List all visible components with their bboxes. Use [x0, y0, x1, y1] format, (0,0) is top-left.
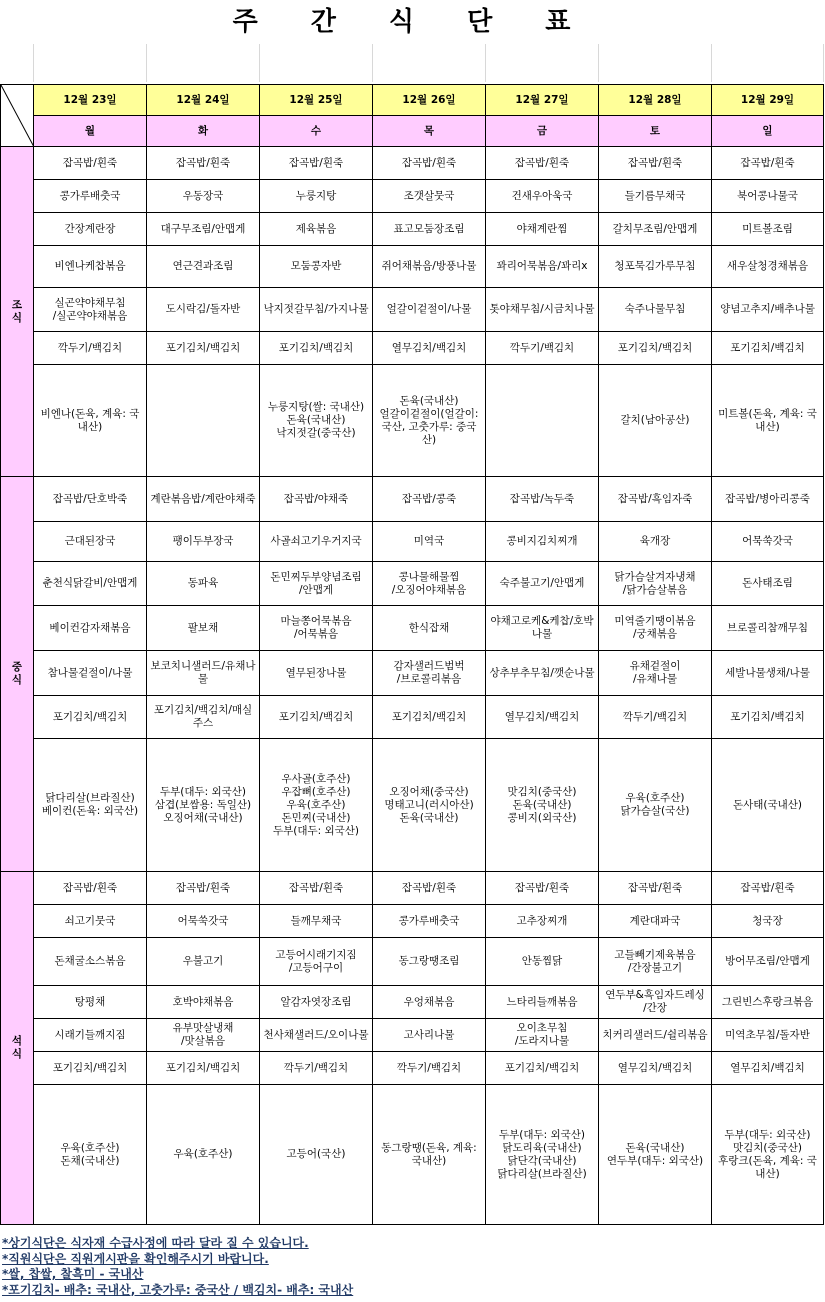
menu-item-cell: 시래기들깨지짐	[34, 1019, 147, 1052]
menu-item-cell: 잡곡밥/흰죽	[260, 147, 373, 180]
origin-info-cell: 동그랑땡(돈육, 계육: 국내산)	[373, 1085, 486, 1225]
date-header: 12월 28일	[599, 85, 712, 116]
menu-item-cell: 잡곡밥/콩죽	[373, 477, 486, 522]
menu-item-cell: 포기김치/백김치	[260, 332, 373, 365]
menu-item-cell: 안동찜닭	[486, 938, 599, 986]
menu-item-cell: 잡곡밥/흰죽	[712, 872, 824, 905]
menu-item-cell: 포기김치/백김치	[712, 332, 824, 365]
menu-item-cell: 숙주나물무침	[599, 288, 712, 332]
menu-item-cell: 포기김치/백김치/매실주스	[147, 696, 260, 739]
menu-item-cell: 계란볶음밥/계란야채죽	[147, 477, 260, 522]
dinner-row	[1, 1019, 824, 1052]
date-row	[1, 85, 824, 116]
menu-item-cell: 얼갈이겉절이/나물	[373, 288, 486, 332]
menu-item-cell: 낙지젓갈무침/가지나물	[260, 288, 373, 332]
menu-item-cell: 고추장찌개	[486, 905, 599, 938]
menu-item-cell: 동그랑땡조림	[373, 938, 486, 986]
menu-item-cell: 조갯살뭇국	[373, 180, 486, 213]
origin-info-cell: 우육(호주산) 돈채(국내산)	[34, 1085, 147, 1225]
dinner-label: 석 식	[1, 872, 34, 1225]
menu-item-cell: 참나물겉절이/나물	[34, 651, 147, 696]
menu-item-cell: 잡곡밥/흰죽	[147, 147, 260, 180]
menu-item-cell: 포기김치/백김치	[373, 696, 486, 739]
dinner-row	[1, 872, 824, 905]
menu-item-cell: 꽈리어묵볶음/꽈리x	[486, 246, 599, 288]
menu-item-cell: 호박야채볶음	[147, 986, 260, 1019]
menu-item-cell: 갈치무조림/안맵게	[599, 213, 712, 246]
origin-info-cell: 우사골(호주산) 우잡뼈(호주산) 우육(호주산) 돈민찌(국내산) 두부(대두: 외국산)	[260, 739, 373, 872]
day-header: 월	[34, 116, 147, 147]
breakfast-row	[1, 213, 824, 246]
lunch-row	[1, 739, 824, 872]
menu-item-cell: 포기김치/백김치	[260, 696, 373, 739]
menu-item-cell: 건새우아욱국	[486, 180, 599, 213]
note-line: *직원식단은 직원게시판을 확인해주시기 바랍니다.	[2, 1251, 269, 1266]
menu-item-cell: 어묵쑥갓국	[147, 905, 260, 938]
menu-item-cell: 미역국	[373, 522, 486, 562]
menu-item-cell: 느타리들깨볶음	[486, 986, 599, 1019]
menu-item-cell: 잡곡밥/흰죽	[34, 872, 147, 905]
menu-item-cell: 치커리샐러드/쉴리볶음	[599, 1019, 712, 1052]
day-header: 금	[486, 116, 599, 147]
menu-item-cell: 깍두기/백김치	[599, 696, 712, 739]
menu-item-cell: 돈사태조림	[712, 562, 824, 606]
breakfast-row	[1, 246, 824, 288]
lunch-row	[1, 651, 824, 696]
menu-item-cell: 쥐어채볶음/방풍나물	[373, 246, 486, 288]
menu-item-cell: 톳야채무침/시금치나물	[486, 288, 599, 332]
menu-item-cell: 잡곡밥/흰죽	[486, 872, 599, 905]
menu-item-cell: 제육볶음	[260, 213, 373, 246]
notes	[2, 1236, 822, 1298]
corner-cell	[1, 85, 34, 147]
date-header: 12월 29일	[712, 85, 824, 116]
menu-item-cell: 동파육	[147, 562, 260, 606]
menu-item-cell: 열무김치/백김치	[486, 696, 599, 739]
menu-item-cell: 포기김치/백김치	[147, 1052, 260, 1085]
menu-item-cell: 잡곡밥/흰죽	[34, 147, 147, 180]
menu-item-cell: 천사채샐러드/오이나물	[260, 1019, 373, 1052]
menu-item-cell: 우동장국	[147, 180, 260, 213]
origin-info-cell: 우육(호주산)	[147, 1085, 260, 1225]
menu-item-cell: 유채겉절이 /유채나물	[599, 651, 712, 696]
day-row	[1, 116, 824, 147]
menu-item-cell: 깍두기/백김치	[260, 1052, 373, 1085]
origin-info-cell: 두부(대두: 외국산) 닭도리육(국내산) 닭단각(국내산) 닭다리살(브라질산)	[486, 1085, 599, 1225]
menu-item-cell: 열무김치/백김치	[373, 332, 486, 365]
lunch-row	[1, 696, 824, 739]
menu-item-cell: 도시락김/돌자반	[147, 288, 260, 332]
date-header: 12월 27일	[486, 85, 599, 116]
lunch-row	[1, 522, 824, 562]
origin-info-cell: 돈육(국내산) 연두부(대두: 외국산)	[599, 1085, 712, 1225]
menu-item-cell: 사골쇠고기우거지국	[260, 522, 373, 562]
menu-item-cell: 잡곡밥/흰죽	[260, 872, 373, 905]
menu-item-cell: 세발나물생채/나물	[712, 651, 824, 696]
menu-item-cell: 잡곡밥/흰죽	[486, 147, 599, 180]
menu-item-cell: 포기김치/백김치	[34, 1052, 147, 1085]
menu-item-cell: 잡곡밥/병아리콩죽	[712, 477, 824, 522]
menu-item-cell: 청포묵김가루무침	[599, 246, 712, 288]
menu-item-cell: 콩가루배춧국	[34, 180, 147, 213]
menu-item-cell: 양념고추지/배추나물	[712, 288, 824, 332]
origin-info-cell: 미트볼(돈육, 계육: 국내산)	[712, 365, 824, 477]
lunch-label: 중 식	[1, 477, 34, 872]
menu-item-cell: 방어무조림/안맵게	[712, 938, 824, 986]
origin-info-cell: 돈사태(국내산)	[712, 739, 824, 872]
menu-item-cell: 계란대파국	[599, 905, 712, 938]
menu-item-cell: 유부맛살냉채 /맛살볶음	[147, 1019, 260, 1052]
menu-item-cell: 잡곡밥/흑임자죽	[599, 477, 712, 522]
menu-item-cell: 오이초무침 /도라지나물	[486, 1019, 599, 1052]
menu-item-cell: 보코치니샐러드/유채나물	[147, 651, 260, 696]
menu-item-cell: 우불고기	[147, 938, 260, 986]
breakfast-row	[1, 180, 824, 213]
dinner-row	[1, 905, 824, 938]
day-header: 수	[260, 116, 373, 147]
menu-item-cell: 브로콜리참깨무침	[712, 606, 824, 651]
menu-item-cell: 청국장	[712, 905, 824, 938]
menu-item-cell: 돈채굴소스볶음	[34, 938, 147, 986]
menu-item-cell: 새우살청경채볶음	[712, 246, 824, 288]
origin-info-cell: 돈육(국내산) 얼갈이겉절이(얼갈이: 국산, 고춧가루: 중국산)	[373, 365, 486, 477]
menu-item-cell: 베이컨감자채볶음	[34, 606, 147, 651]
origin-info-cell	[486, 365, 599, 477]
menu-item-cell: 깍두기/백김치	[34, 332, 147, 365]
menu-item-cell: 고들빼기제육볶음 /간장불고기	[599, 938, 712, 986]
menu-item-cell: 깍두기/백김치	[486, 332, 599, 365]
menu-item-cell: 탕평채	[34, 986, 147, 1019]
menu-item-cell: 실곤약야채무침 /실곤약야채볶음	[34, 288, 147, 332]
origin-info-cell: 우육(호주산) 닭가슴살(국산)	[599, 739, 712, 872]
menu-item-cell: 육개장	[599, 522, 712, 562]
menu-item-cell: 고등어시래기지짐 /고등어구이	[260, 938, 373, 986]
origin-info-cell: 갈치(남아공산)	[599, 365, 712, 477]
dinner-row	[1, 986, 824, 1019]
origin-info-cell: 오징어채(중국산) 명태고니(러시아산) 돈육(국내산)	[373, 739, 486, 872]
menu-item-cell: 콩비지김치찌개	[486, 522, 599, 562]
menu-item-cell: 포기김치/백김치	[147, 332, 260, 365]
menu-item-cell: 잡곡밥/흰죽	[599, 872, 712, 905]
menu-item-cell: 간장계란장	[34, 213, 147, 246]
menu-item-cell: 야채고로케&케찹/호박나물	[486, 606, 599, 651]
menu-item-cell: 숙주불고기/안맵게	[486, 562, 599, 606]
menu-item-cell: 잡곡밥/흰죽	[373, 872, 486, 905]
menu-item-cell: 야채계란찜	[486, 213, 599, 246]
menu-item-cell: 근대된장국	[34, 522, 147, 562]
lunch-row	[1, 562, 824, 606]
menu-item-cell: 미트볼조림	[712, 213, 824, 246]
menu-item-cell: 돈민찌두부양념조림 /안맵게	[260, 562, 373, 606]
menu-item-cell: 상추부추무침/깻순나물	[486, 651, 599, 696]
menu-item-cell: 닭가슴살겨자냉채 /닭가슴살볶음	[599, 562, 712, 606]
date-header: 12월 25일	[260, 85, 373, 116]
day-header: 일	[712, 116, 824, 147]
origin-info-cell: 고등어(국산)	[260, 1085, 373, 1225]
origin-info-cell: 두부(대두: 외국산) 삼겹(보쌈용: 독일산) 오징어채(국내산)	[147, 739, 260, 872]
menu-item-cell: 고사리나물	[373, 1019, 486, 1052]
menu-item-cell: 포기김치/백김치	[34, 696, 147, 739]
menu-item-cell: 우엉채볶음	[373, 986, 486, 1019]
menu-item-cell: 대구무조림/안맵게	[147, 213, 260, 246]
date-header: 12월 26일	[373, 85, 486, 116]
menu-item-cell: 들깨무채국	[260, 905, 373, 938]
weekly-menu-table	[0, 84, 824, 1225]
menu-item-cell: 그린빈스후랑크볶음	[712, 986, 824, 1019]
menu-item-cell: 포기김치/백김치	[486, 1052, 599, 1085]
dinner-row	[1, 1052, 824, 1085]
menu-item-cell: 마늘쫑어묵볶음 /어묵볶음	[260, 606, 373, 651]
origin-info-cell: 누룽지탕(쌀: 국내산) 돈육(국내산) 낙지젓갈(중국산)	[260, 365, 373, 477]
lunch-row	[1, 606, 824, 651]
menu-item-cell: 깍두기/백김치	[373, 1052, 486, 1085]
menu-item-cell: 비엔나케찹볶음	[34, 246, 147, 288]
day-header: 화	[147, 116, 260, 147]
menu-item-cell: 잡곡밥/흰죽	[599, 147, 712, 180]
menu-item-cell: 잡곡밥/흰죽	[147, 872, 260, 905]
menu-item-cell: 열무김치/백김치	[712, 1052, 824, 1085]
menu-item-cell: 미역줄기땡이볶음 /궁채볶음	[599, 606, 712, 651]
menu-item-cell: 한식잡채	[373, 606, 486, 651]
menu-item-cell: 연근견과조림	[147, 246, 260, 288]
origin-info-cell: 맛김치(중국산) 돈육(국내산) 콩비지(외국산)	[486, 739, 599, 872]
menu-item-cell: 연두부&흑임자드레싱 /간장	[599, 986, 712, 1019]
menu-item-cell: 북어콩나물국	[712, 180, 824, 213]
note-line: *포기김치- 배추: 국내산, 고춧가루: 중국산 / 백김치- 배추: 국내산	[2, 1282, 354, 1297]
day-header: 토	[599, 116, 712, 147]
menu-item-cell: 잡곡밥/흰죽	[712, 147, 824, 180]
page-title: 주 간 식 단 표	[232, 7, 593, 37]
breakfast-label: 조 식	[1, 147, 34, 477]
origin-info-cell: 비엔나(돈육, 계육: 국내산)	[34, 365, 147, 477]
menu-item-cell: 춘천식닭갈비/안맵게	[34, 562, 147, 606]
date-header: 12월 24일	[147, 85, 260, 116]
menu-item-cell: 잡곡밥/야채죽	[260, 477, 373, 522]
menu-item-cell: 콩나물해물찜 /오징어야채볶음	[373, 562, 486, 606]
breakfast-row	[1, 332, 824, 365]
dinner-row	[1, 1085, 824, 1225]
spreadsheet-gridlines	[0, 44, 825, 82]
menu-item-cell: 감자샐러드범벅 /브로콜리볶음	[373, 651, 486, 696]
breakfast-row	[1, 147, 824, 180]
menu-item-cell: 열무김치/백김치	[599, 1052, 712, 1085]
origin-info-cell: 닭다리살(브라질산) 베이컨(돈육: 외국산)	[34, 739, 147, 872]
dinner-row	[1, 938, 824, 986]
menu-item-cell: 표고모둠장조림	[373, 213, 486, 246]
menu-item-cell: 미역초무침/돌자반	[712, 1019, 824, 1052]
lunch-row	[1, 477, 824, 522]
menu-item-cell: 누룽지탕	[260, 180, 373, 213]
day-header: 목	[373, 116, 486, 147]
menu-item-cell: 쇠고기뭇국	[34, 905, 147, 938]
breakfast-row	[1, 288, 824, 332]
menu-item-cell: 잡곡밥/흰죽	[373, 147, 486, 180]
diagonal-line	[1, 85, 34, 147]
menu-item-cell: 들기름무채국	[599, 180, 712, 213]
breakfast-row	[1, 365, 824, 477]
menu-item-cell: 팽이두부장국	[147, 522, 260, 562]
menu-item-cell: 콩가루배춧국	[373, 905, 486, 938]
menu-item-cell: 모둠콩자반	[260, 246, 373, 288]
menu-item-cell: 포기김치/백김치	[712, 696, 824, 739]
note-line: *상기식단은 식자재 수급사정에 따라 달라 질 수 있습니다.	[2, 1236, 309, 1250]
menu-item-cell: 포기김치/백김치	[599, 332, 712, 365]
menu-item-cell: 알감자엿장조림	[260, 986, 373, 1019]
menu-item-cell: 잡곡밥/단호박죽	[34, 477, 147, 522]
menu-item-cell: 잡곡밥/녹두죽	[486, 477, 599, 522]
note-line: *쌀, 찹쌀, 찰흑미 - 국내산	[2, 1267, 144, 1281]
menu-item-cell: 열무된장나물	[260, 651, 373, 696]
menu-item-cell: 어묵쑥갓국	[712, 522, 824, 562]
origin-info-cell	[147, 365, 260, 477]
menu-item-cell: 팔보채	[147, 606, 260, 651]
date-header: 12월 23일	[34, 85, 147, 116]
origin-info-cell: 두부(대두: 외국산) 맛김치(중국산) 후랑크(돈육, 계육: 국내산)	[712, 1085, 824, 1225]
